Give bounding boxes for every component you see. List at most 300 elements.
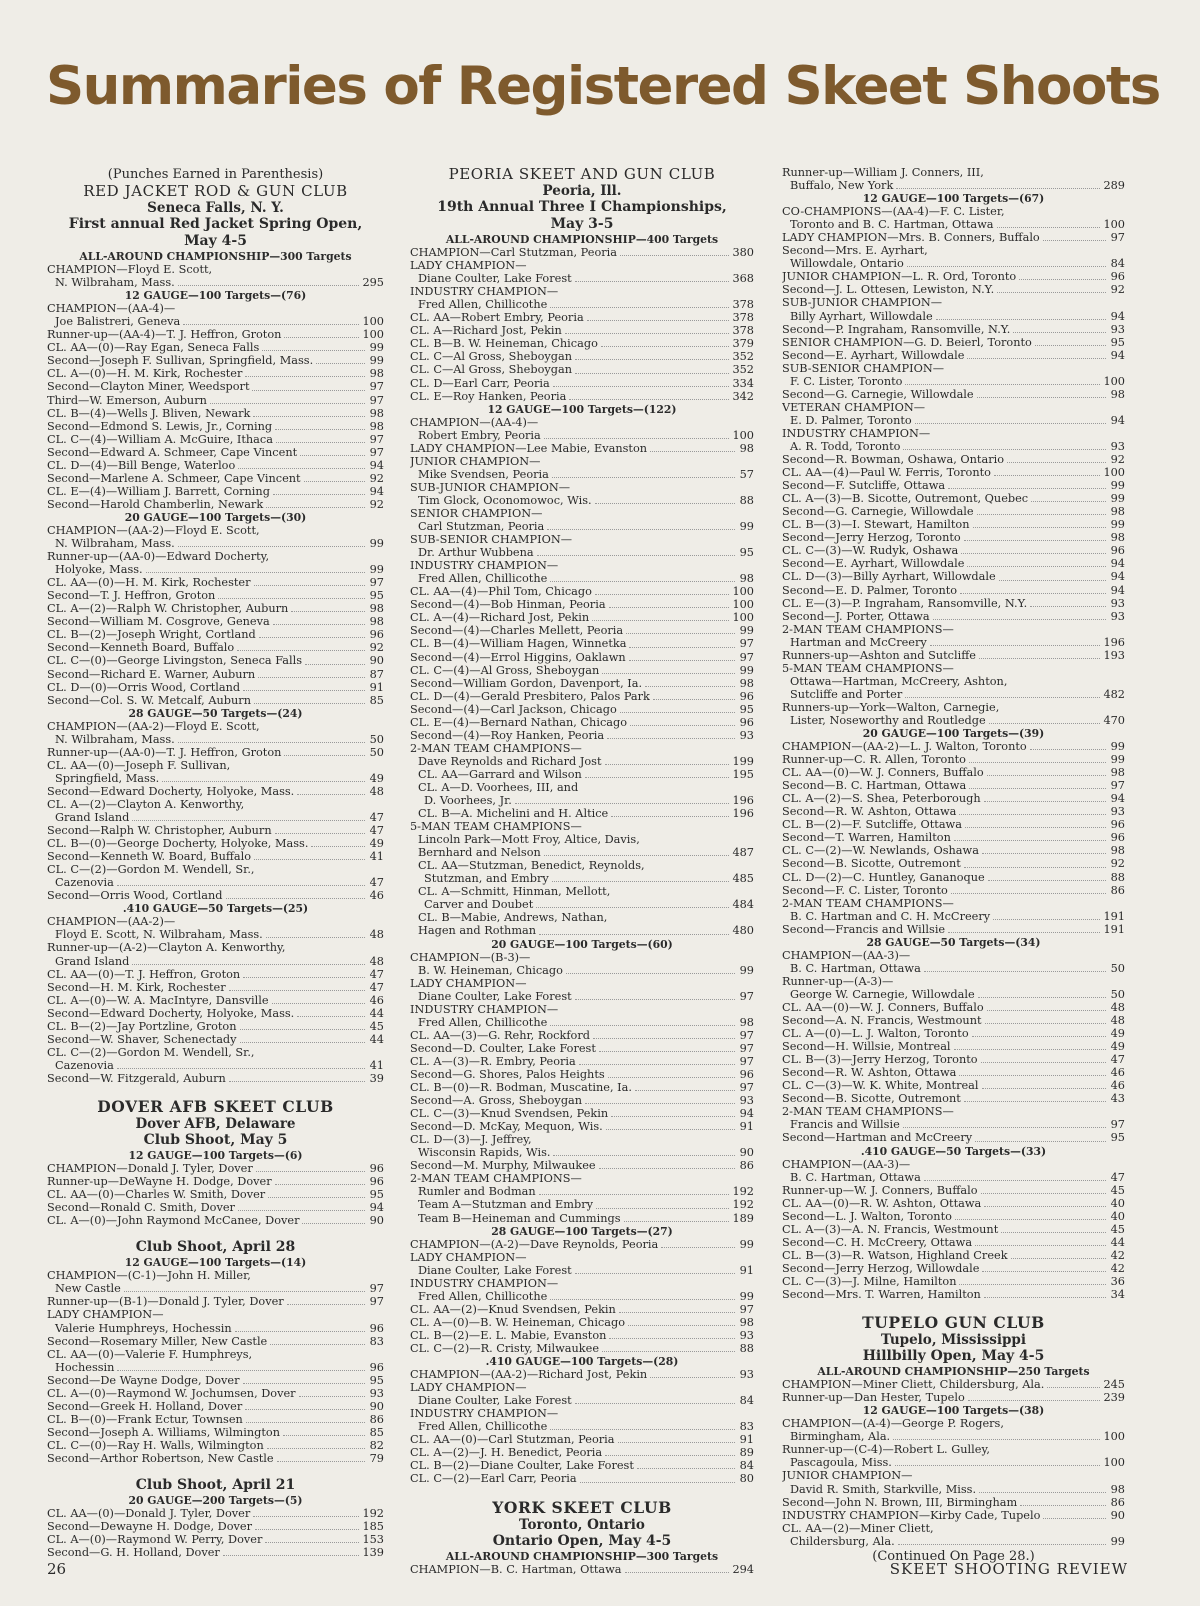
result-line: CL. AA—(0)—Joseph F. Sullivan, [47, 758, 231, 772]
entry-score: 94 [369, 1201, 384, 1215]
entry-name: Second—Richard E. Warner, Auburn [47, 667, 256, 681]
entry-score: 34 [1110, 1288, 1125, 1302]
entry-score: 94 [1110, 348, 1125, 362]
result-entry [410, 664, 754, 677]
dot-leader [620, 255, 729, 256]
dot-leader [587, 320, 730, 321]
result-entry [47, 1387, 384, 1400]
entry-name: SENIOR CHAMPION—G. D. Beierl, Toronto [782, 335, 1032, 349]
entry-score: 97 [739, 650, 754, 664]
result-entry [47, 681, 384, 694]
result-entry [410, 1107, 754, 1120]
dot-leader [243, 690, 365, 691]
section-heading: Toronto, Ontario [519, 1516, 645, 1533]
entry-name: CL. B—(2)—E. L. Mabie, Evanston [410, 1328, 607, 1342]
entry-score: 342 [732, 389, 754, 403]
result-entry [47, 1162, 384, 1175]
dot-leader [592, 620, 729, 621]
result-entry [782, 1171, 1125, 1184]
entry-name: CL. B—(2)—Jay Portzline, Groton [47, 1019, 237, 1033]
entry-score: 80 [739, 1472, 754, 1486]
dot-leader [611, 1116, 735, 1117]
result-entry [782, 492, 1125, 505]
section-heading: PEORIA SKEET AND GUN CLUB [448, 165, 716, 183]
entry-score: 88 [739, 1341, 754, 1355]
result-line: Lincoln Park—Mott Froy, Altice, Davis, [418, 833, 640, 847]
result-entry [410, 1420, 754, 1433]
dot-leader [575, 373, 729, 374]
entry-name: CL. AA—(0)—H. M. Kirk, Rochester [47, 576, 251, 590]
section-heading: RED JACKET ROD & GUN CLUB [83, 182, 348, 200]
dot-leader [539, 934, 729, 935]
result-entry [782, 1079, 1125, 1092]
result-entry [782, 649, 1125, 662]
result-entry [782, 597, 1125, 610]
dot-leader [984, 1206, 1106, 1207]
result-entry [410, 924, 754, 937]
entry-score: 36 [1110, 1274, 1125, 1288]
entry-name: Second—F. C. Lister, Toronto [782, 883, 948, 897]
dot-leader [237, 650, 365, 651]
dot-leader [924, 971, 1106, 972]
result-entry [47, 1374, 384, 1387]
dot-leader [553, 386, 730, 387]
entry-score: 97 [739, 1028, 754, 1042]
dot-leader [595, 503, 735, 504]
entry-score: 89 [739, 1446, 754, 1460]
result-entry [782, 336, 1125, 349]
event-heading: 28 GAUGE—50 Targets—(24) [128, 706, 303, 720]
entry-name: CL. AA—(2)—Knud Svendsen, Pekin [410, 1302, 616, 1316]
event-heading: 12 GAUGE—100 Targets—(14) [124, 1256, 307, 1270]
entry-name: Hochessin [55, 1360, 115, 1374]
result-entry [410, 1068, 754, 1081]
entry-score: 378 [732, 311, 754, 325]
dot-leader [960, 593, 1106, 594]
result-entry [410, 272, 754, 285]
entry-score: 85 [369, 693, 384, 707]
result-entry [410, 1303, 754, 1316]
result-line: CHAMPION—(AA-4)— [47, 302, 176, 316]
dot-leader [599, 1051, 735, 1052]
entry-name: Floyd E. Scott, N. Wilbraham, Mass. [55, 928, 263, 942]
dot-leader [606, 1129, 735, 1130]
result-entry [47, 824, 384, 837]
entry-score: 46 [1110, 1066, 1125, 1080]
result-entry [410, 1081, 754, 1094]
entry-name: Team A—Stutzman and Embry [418, 1198, 594, 1212]
result-entry [47, 394, 384, 407]
dot-leader [284, 755, 365, 756]
result-line: Second—Mrs. E. Ayrhart, [782, 244, 928, 258]
dot-leader [593, 1038, 735, 1039]
result-entry [782, 1040, 1125, 1053]
result-entry [410, 1264, 754, 1277]
entry-score: 96 [369, 628, 384, 642]
section-heading: Dover AFB, Delaware [135, 1116, 296, 1132]
result-entry [47, 1452, 384, 1465]
result-entry [47, 615, 384, 628]
entry-name: Cazenovia [55, 1058, 114, 1072]
entry-score: 50 [369, 745, 384, 759]
event-heading: ALL-AROUND CHAMPIONSHIP—250 Targets [817, 1365, 1090, 1379]
result-entry [782, 349, 1125, 362]
result-entry [782, 218, 1125, 231]
entry-name: LADY CHAMPION—Mrs. B. Conners, Buffalo [782, 231, 1040, 245]
dot-leader [936, 319, 1106, 320]
entry-name: Fred Allen, Chillicothe [418, 1420, 548, 1434]
entry-score: 48 [1110, 1001, 1125, 1014]
result-line: CHAMPION—(B-3)— [410, 950, 531, 964]
result-entry [410, 363, 754, 376]
entry-score: 97 [369, 393, 384, 407]
result-line: JUNIOR CHAMPION— [410, 454, 541, 468]
result-entry [410, 468, 754, 481]
dot-leader [276, 442, 365, 443]
entry-name: Second—Greek H. Holland, Dover [47, 1399, 243, 1413]
result-entry [782, 857, 1125, 870]
section-heading: TUPELO GUN CLUB [862, 1313, 1045, 1333]
entry-name: Runners-up—Ashton and Sutcliffe [782, 648, 976, 662]
dot-leader [969, 762, 1106, 763]
dot-leader [270, 1344, 365, 1345]
entry-score: 48 [369, 784, 384, 798]
result-line: INDUSTRY CHAMPION— [782, 426, 931, 440]
entry-score: 94 [1110, 570, 1125, 584]
dot-leader [595, 594, 730, 595]
result-entry [782, 531, 1125, 544]
dot-leader [183, 324, 359, 325]
result-entry [47, 994, 384, 1007]
result-entry [47, 498, 384, 511]
result-entry [782, 1118, 1125, 1131]
entry-score: 47 [369, 824, 384, 838]
dot-leader [951, 893, 1106, 894]
entry-name: Fred Allen, Chillicothe [418, 1289, 548, 1303]
result-line: INDUSTRY CHAMPION— [410, 1407, 559, 1421]
entry-name: Second—Francis and Willsie [782, 922, 946, 936]
entry-score: 90 [369, 1399, 384, 1413]
entry-name: Second—C. H. McCreery, Ottawa [782, 1235, 973, 1249]
entry-name: D. Voorhees, Jr. [424, 794, 512, 808]
entry-score: 92 [369, 497, 384, 511]
entry-name: CL. A—(0)—L. J. Walton, Toronto [782, 1027, 969, 1041]
entry-score: 97 [739, 989, 754, 1003]
entry-score: 42 [1110, 1248, 1125, 1262]
result-entry [410, 703, 754, 716]
result-entry [47, 1400, 384, 1413]
entry-name: CL. AA—(0)—R. W. Ashton, Ottawa [782, 1196, 982, 1210]
entry-score: 139 [362, 1546, 384, 1560]
entry-score: 192 [362, 1507, 384, 1521]
entry-name: Second—M. Murphy, Milwaukee [410, 1159, 596, 1173]
entry-name: N. Wilbraham, Mass. [55, 276, 175, 290]
entry-name: Third—W. Emerson, Auburn [47, 393, 207, 407]
dot-leader [984, 801, 1106, 802]
entry-name: Second—H. M. Kirk, Rochester [47, 980, 226, 994]
event-heading: 12 GAUGE—100 Targets—(6) [128, 1149, 303, 1162]
entry-score: 94 [1110, 583, 1125, 597]
result-entry [782, 414, 1125, 427]
result-entry [782, 753, 1125, 766]
entry-score: 50 [1110, 987, 1125, 1001]
result-entry [47, 654, 384, 667]
result-entry [410, 1159, 754, 1172]
dot-leader [982, 1271, 1106, 1272]
entry-score: 99 [739, 520, 754, 534]
entry-score: 97 [739, 1081, 754, 1095]
entry-score: 482 [1103, 687, 1125, 701]
dot-leader [539, 1194, 730, 1195]
result-entry [410, 794, 754, 807]
entry-score: 96 [369, 1360, 384, 1374]
entry-score: 334 [732, 376, 754, 390]
entry-score: 239 [1103, 1391, 1125, 1405]
dot-leader [605, 764, 730, 765]
dot-leader [273, 624, 365, 625]
result-line: Runner-up—(A-3)— [782, 974, 894, 988]
entry-name: Rumler and Bodman [418, 1185, 536, 1199]
entry-name: CL. AA—(3)—G. Rehr, Rockford [410, 1028, 590, 1042]
section-heading: YORK SKEET CLUB [492, 1497, 672, 1517]
result-entry [47, 576, 384, 589]
entry-name: CL. AA—(0)—W. J. Conners, Buffalo [782, 766, 984, 780]
dot-leader [967, 358, 1106, 359]
dot-leader [964, 540, 1106, 541]
publication-name: SKEET SHOOTING REVIEW [889, 1560, 1128, 1578]
result-entry [410, 324, 754, 337]
dot-leader [252, 390, 365, 391]
dot-leader [268, 1197, 365, 1198]
entry-name: Grand Island [55, 954, 130, 968]
dot-leader [959, 814, 1106, 815]
dot-leader [569, 399, 729, 400]
result-entry [782, 1053, 1125, 1066]
result-entry [782, 871, 1125, 884]
entry-score: 47 [1110, 1170, 1125, 1184]
entry-name: Second—T. J. Heffron, Groton [47, 589, 216, 603]
entry-score: 49 [1110, 1027, 1125, 1041]
entry-score: 93 [369, 1386, 384, 1400]
entry-score: 90 [369, 1214, 384, 1228]
dot-leader [599, 1168, 735, 1169]
dot-leader [585, 777, 730, 778]
entry-name: Toronto and B. C. Hartman, Ottawa [790, 218, 994, 232]
entry-name: Second—G. Carnegie, Willowdale [782, 387, 974, 401]
result-line: CHAMPION—(AA-2)— [47, 915, 176, 929]
entry-score: 94 [1110, 792, 1125, 806]
result-entry [410, 1394, 754, 1407]
entry-name: Second—E. D. Palmer, Toronto [782, 583, 958, 597]
entry-score: 84 [739, 1394, 754, 1408]
entry-name: B. C. Hartman and C. H. McCreery [790, 909, 991, 923]
entry-name: CL. B—(3)—R. Watson, Highland Creek [782, 1248, 1008, 1262]
entry-name: Springfield, Mass. [55, 771, 160, 785]
entry-name: Second—(4)—Charles Mellett, Peoria [410, 624, 624, 638]
result-entry [782, 453, 1125, 466]
entry-score: 100 [732, 611, 754, 625]
entry-score: 57 [739, 467, 754, 481]
dot-leader [283, 1435, 365, 1436]
result-entry [782, 610, 1125, 623]
entry-score: 44 [1110, 1235, 1125, 1249]
result-entry [782, 1535, 1125, 1548]
dot-leader [246, 1422, 365, 1423]
entry-score: 470 [1103, 713, 1125, 727]
entry-name: CL. AA—(0)—Ray Egan, Seneca Falls [47, 341, 260, 355]
entry-score: 86 [1110, 883, 1125, 897]
result-line: CL. C—(2)—Gordon M. Wendell, Sr., [47, 863, 255, 877]
dot-leader [267, 1448, 365, 1449]
result-line: LADY CHAMPION— [410, 976, 527, 990]
entry-score: 97 [739, 1041, 754, 1055]
result-entry [410, 429, 754, 442]
dot-leader [602, 1351, 735, 1352]
result-entry [782, 636, 1125, 649]
result-line: CL. AA—Stutzman, Benedict, Reynolds, [418, 859, 645, 873]
entry-name: Valerie Humphreys, Hochessin [55, 1321, 232, 1335]
result-entry [782, 1275, 1125, 1288]
result-entry [782, 283, 1125, 296]
dot-leader [605, 1455, 735, 1456]
dot-leader [625, 1572, 730, 1573]
dot-leader [565, 333, 730, 334]
entry-score: 39 [369, 1071, 384, 1085]
result-entry [782, 844, 1125, 857]
entry-score: 42 [1110, 1261, 1125, 1275]
result-line: CL. A—Schmitt, Hinman, Mellott, [418, 885, 611, 899]
dot-leader [948, 932, 1100, 933]
entry-score: 96 [1110, 544, 1125, 558]
entry-name: Robert Embry, Peoria [418, 428, 541, 442]
result-entry [410, 311, 754, 324]
result-entry [410, 846, 754, 859]
dot-leader [275, 833, 365, 834]
result-line: JUNIOR CHAMPION— [782, 1469, 913, 1483]
result-entry [47, 367, 384, 380]
entry-score: 380 [732, 246, 754, 260]
result-entry [410, 337, 754, 350]
entry-score: 99 [1110, 753, 1125, 767]
dot-leader [254, 859, 365, 860]
entry-score: 96 [1110, 270, 1125, 284]
entry-score: 41 [369, 850, 384, 864]
event-heading: 28 GAUGE—50 Targets—(34) [866, 935, 1041, 949]
entry-name: CL. B—(0)—George Docherty, Holyoke, Mass. [47, 837, 309, 851]
dot-leader [132, 820, 365, 821]
event-heading: 12 GAUGE—100 Targets—(76) [124, 289, 307, 303]
result-entry [782, 388, 1125, 401]
result-entry [47, 485, 384, 498]
dot-leader [275, 1184, 365, 1185]
entry-score: 43 [1110, 1092, 1125, 1106]
entry-name: CL. D—(3)—Billy Ayrhart, Willowdale [782, 570, 996, 584]
result-entry [410, 1198, 754, 1211]
entry-name: E. D. Palmer, Toronto [790, 413, 912, 427]
result-entry [47, 746, 384, 759]
result-entry [47, 459, 384, 472]
dot-leader [618, 1442, 735, 1443]
entry-name: CL. AA—(0)—W. J. Conners, Buffalo [782, 1001, 984, 1014]
entry-score: 98 [739, 1015, 754, 1029]
dot-leader [218, 598, 365, 599]
dot-leader [575, 1403, 735, 1404]
section-heading: Ontario Open, May 4-5 [492, 1532, 672, 1549]
dot-leader [637, 1468, 735, 1469]
result-entry [410, 494, 754, 507]
dot-leader [552, 477, 735, 478]
result-entry [47, 668, 384, 681]
result-entry [47, 1282, 384, 1295]
dot-leader [575, 359, 729, 360]
dot-leader [999, 580, 1106, 581]
dot-leader [608, 1077, 735, 1078]
entry-name: Carl Stutzman, Peoria [418, 520, 545, 534]
result-entry [47, 446, 384, 459]
entry-name: Holyoke, Mass. [55, 563, 143, 577]
result-entry [410, 807, 754, 820]
result-line: CL. D—(3)—J. Jeffrey, [410, 1133, 532, 1147]
entry-score: 100 [732, 428, 754, 442]
result-line: CL. A—(2)—Clayton A. Kenworthy, [47, 797, 245, 811]
entry-name: Second—T. Warren, Hamilton [782, 831, 951, 845]
dot-leader [253, 416, 365, 417]
entry-name: CL. A—(3)—B. Sicotte, Outremont, Quebec [782, 492, 1029, 506]
entry-score: 45 [1110, 1183, 1125, 1197]
entry-score: 98 [739, 1315, 754, 1329]
result-entry [782, 270, 1125, 283]
entry-score: 99 [739, 1289, 754, 1303]
section-heading: Club Shoot, May 5 [143, 1132, 288, 1148]
dot-leader [985, 1023, 1106, 1024]
entry-score: 100 [1103, 374, 1125, 388]
entry-name: Billy Ayrhart, Willowdale [790, 309, 933, 323]
dot-leader [240, 1029, 365, 1030]
entry-name: Bernhard and Nelson [418, 846, 541, 860]
entry-name: CL. D—(0)—Orris Wood, Cortland [47, 680, 241, 694]
result-entry [410, 755, 754, 768]
dot-leader [979, 658, 1101, 659]
dot-leader [965, 827, 1106, 828]
dot-leader [972, 1036, 1106, 1037]
entry-name: CL. B—A. Michelini and H. Altice [418, 807, 609, 821]
result-entry [410, 390, 754, 403]
event-heading: .410 GAUGE—100 Targets—(28) [485, 1355, 679, 1369]
result-entry [410, 690, 754, 703]
dot-leader [297, 794, 365, 795]
dot-leader [585, 1103, 735, 1104]
result-line: CHAMPION—(AA-3)— [782, 1157, 911, 1171]
result-entry [410, 1329, 754, 1342]
result-entry [410, 768, 754, 781]
result-entry [47, 433, 384, 446]
dot-leader [299, 1396, 365, 1397]
dot-leader [635, 1090, 735, 1091]
entry-score: 100 [362, 328, 384, 342]
entry-name: New Castle [55, 1282, 121, 1296]
entry-name: Second—Edward Docherty, Holyoke, Mass. [47, 1006, 295, 1020]
dot-leader [132, 964, 365, 965]
entry-score: 352 [732, 350, 754, 364]
entry-name: CL. AA—(0)—Charles W. Smith, Dover [47, 1188, 266, 1202]
entry-score: 100 [362, 315, 384, 329]
dot-leader [240, 1042, 365, 1043]
dot-leader [580, 1482, 735, 1483]
dot-leader [964, 867, 1106, 868]
result-entry [47, 1214, 384, 1227]
result-entry [782, 584, 1125, 597]
result-entry [47, 1413, 384, 1426]
